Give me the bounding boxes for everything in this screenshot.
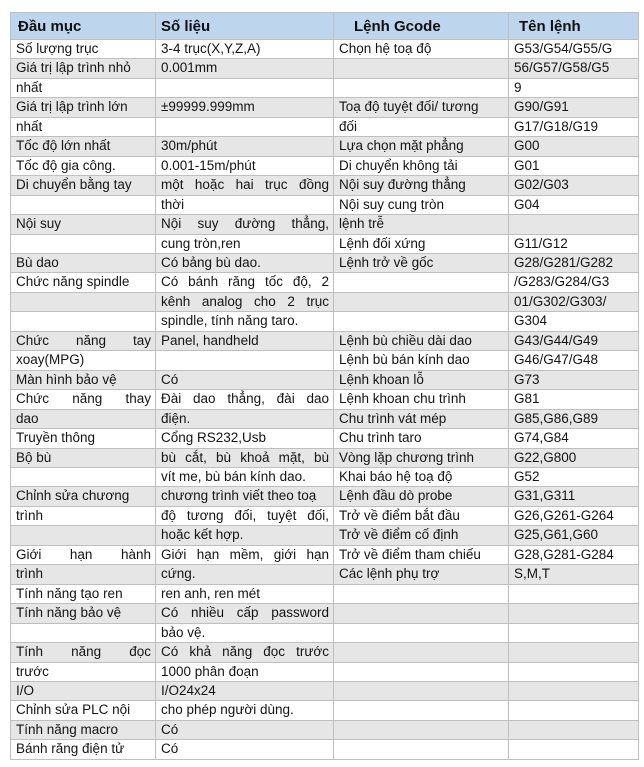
table-cell: G46/G47/G48: [509, 351, 639, 370]
table-cell: Giá trị lập trình nhỏ: [11, 59, 156, 78]
table-cell: dao: [11, 409, 156, 428]
table-cell: đối: [334, 117, 509, 136]
table-cell: ren anh, ren mét: [156, 584, 334, 603]
table-cell: [509, 215, 639, 234]
table-cell: chương trình viết theo toạ: [156, 487, 334, 506]
table-cell: Di chuyển không tải: [334, 156, 509, 175]
table-cell: độ tương đối, tuyệt đối,: [156, 506, 334, 525]
table-cell: trước: [11, 662, 156, 681]
table-cell: 3-4 trục(X,Y,Z,A): [156, 40, 334, 59]
table-header-row: [11, 13, 639, 40]
table-row: [11, 409, 639, 428]
table-cell: Tính năng đọc: [11, 643, 156, 662]
table-cell: I/O: [11, 681, 156, 700]
table-cell: Tính năng tạo ren: [11, 584, 156, 603]
table-cell: [11, 526, 156, 545]
table-row: [11, 584, 639, 603]
table-cell: Chỉnh sửa PLC nội: [11, 701, 156, 720]
table-cell: [156, 351, 334, 370]
table-cell: G17/G18/G19: [509, 117, 639, 136]
table-row: [11, 234, 639, 253]
table-cell: 01/G302/G303/: [509, 292, 639, 311]
table-cell: [334, 720, 509, 739]
table-cell: Bộ bù: [11, 448, 156, 467]
table-cell: Chu trình taro: [334, 429, 509, 448]
table-cell: Giới hạn hành: [11, 545, 156, 564]
table-cell: G28/G281/G282: [509, 253, 639, 272]
table-cell: [509, 720, 639, 739]
table-cell: Có nhiều cấp password: [156, 604, 334, 623]
table-cell: Giá trị lập trình lớn: [11, 98, 156, 117]
table-cell: lệnh trễ: [334, 215, 509, 234]
table-cell: Chỉnh sửa chương: [11, 487, 156, 506]
table-cell: [509, 662, 639, 681]
table-cell: ±99999.999mm: [156, 98, 334, 117]
table-cell: Chức năng thay: [11, 390, 156, 409]
table-cell: Vòng lặp chương trình: [334, 448, 509, 467]
table-cell: trình: [11, 565, 156, 584]
table-cell: G22,G800: [509, 448, 639, 467]
table-cell: [509, 643, 639, 662]
table-cell: Có khả năng đọc trước: [156, 643, 334, 662]
table-cell: bù cắt, bù khoả mặt, bù: [156, 448, 334, 467]
table-cell: bảo vệ.: [156, 623, 334, 642]
table-row: [11, 215, 639, 234]
table-cell: Chức năng spindle: [11, 273, 156, 292]
table-row: [11, 390, 639, 409]
table-cell: [509, 584, 639, 603]
table-cell: Trở về điểm tham chiếu: [334, 545, 509, 564]
table-row: [11, 429, 639, 448]
table-row: [11, 195, 639, 214]
table-row: [11, 273, 639, 292]
table-cell: [11, 292, 156, 311]
table-cell: [334, 662, 509, 681]
table-cell: Di chuyển bằng tay: [11, 176, 156, 195]
table-cell: 56/G57/G58/G5: [509, 59, 639, 78]
table-cell: [509, 681, 639, 700]
table-cell: /G283/G284/G3: [509, 273, 639, 292]
table-cell: 0.001-15m/phút: [156, 156, 334, 175]
table-cell: [11, 312, 156, 331]
table-cell: [334, 604, 509, 623]
table-cell: [334, 292, 509, 311]
table-cell: Đài dao thẳng, đài dao: [156, 390, 334, 409]
table-cell: [334, 312, 509, 331]
table-row: [11, 623, 639, 642]
table-row: [11, 487, 639, 506]
table-cell: trình: [11, 506, 156, 525]
table-cell: Lệnh đối xứng: [334, 234, 509, 253]
table-cell: [11, 623, 156, 642]
table-row: [11, 740, 639, 759]
table-cell: [334, 59, 509, 78]
table-cell: G304: [509, 312, 639, 331]
table-cell: 0.001mm: [156, 59, 334, 78]
table-row: [11, 565, 639, 584]
table-cell: Nội suy đường thẳng,: [156, 215, 334, 234]
table-row: [11, 40, 639, 59]
table-cell: Có bảng bù dao.: [156, 253, 334, 272]
table-cell: điện.: [156, 409, 334, 428]
table-cell: hoặc kết hợp.: [156, 526, 334, 545]
table-cell: [156, 117, 334, 136]
table-cell: Có bánh răng tốc độ, 2: [156, 273, 334, 292]
table-cell: [334, 78, 509, 97]
table-cell: G01: [509, 156, 639, 175]
table-cell: S,M,T: [509, 565, 639, 584]
table-row: [11, 59, 639, 78]
table-cell: Màn hình bảo vệ: [11, 370, 156, 389]
table-cell: G26,G261-G264: [509, 506, 639, 525]
table-cell: Lệnh bù bán kính dao: [334, 351, 509, 370]
table-cell: Lệnh khoan chu trình: [334, 390, 509, 409]
table-row: [11, 467, 639, 486]
table-cell: kênh analog cho 2 trục: [156, 292, 334, 311]
table-cell: [509, 740, 639, 759]
table-cell: Lệnh khoan lỗ: [334, 370, 509, 389]
table-cell: Truyền thông: [11, 429, 156, 448]
table-row: [11, 506, 639, 525]
table-cell: cho phép người dùng.: [156, 701, 334, 720]
table-row: [11, 448, 639, 467]
table-cell: [334, 623, 509, 642]
table-cell: Các lệnh phụ trợ: [334, 565, 509, 584]
table-row: [11, 137, 639, 156]
table-cell: Số lượng trục: [11, 40, 156, 59]
table-row: [11, 662, 639, 681]
table-cell: Lệnh đầu dò probe: [334, 487, 509, 506]
table-cell: Lệnh trở về gốc: [334, 253, 509, 272]
table-row: [11, 156, 639, 175]
table-cell: Tốc độ lớn nhất: [11, 137, 156, 156]
table-cell: [334, 740, 509, 759]
table-cell: [334, 584, 509, 603]
table-cell: [11, 234, 156, 253]
table-cell: [334, 643, 509, 662]
table-row: [11, 78, 639, 97]
table-row: [11, 176, 639, 195]
table-cell: 30m/phút: [156, 137, 334, 156]
table-row: [11, 331, 639, 350]
table-cell: Tính năng macro: [11, 720, 156, 739]
table-cell: Lựa chọn mặt phẳng: [334, 137, 509, 156]
table-cell: G31,G311: [509, 487, 639, 506]
table-cell: Nội suy đường thẳng: [334, 176, 509, 195]
table-cell: Có: [156, 720, 334, 739]
table-cell: Có: [156, 370, 334, 389]
table-cell: G11/G12: [509, 234, 639, 253]
table-cell: [334, 681, 509, 700]
spec-table-body: [11, 40, 639, 760]
table-cell: I/O24x24: [156, 681, 334, 700]
table-cell: Tính năng bảo vệ: [11, 604, 156, 623]
table-cell: Bù dao: [11, 253, 156, 272]
column-header-ten-lenh: Tên lệnh: [509, 13, 639, 40]
spec-table: [10, 12, 639, 760]
table-cell: Chọn hệ toạ độ: [334, 40, 509, 59]
table-row: [11, 604, 639, 623]
table-cell: G90/G91: [509, 98, 639, 117]
table-cell: [509, 623, 639, 642]
table-row: [11, 312, 639, 331]
table-cell: spindle, tính năng taro.: [156, 312, 334, 331]
table-row: [11, 643, 639, 662]
table-cell: Chu trình vát mép: [334, 409, 509, 428]
column-header-dau-muc: Đầu mục: [11, 13, 156, 40]
table-cell: [509, 604, 639, 623]
table-cell: G04: [509, 195, 639, 214]
table-cell: Khai báo hệ toạ độ: [334, 467, 509, 486]
table-row: [11, 370, 639, 389]
table-cell: Lệnh bù chiều dài dao: [334, 331, 509, 350]
table-row: [11, 526, 639, 545]
table-row: [11, 253, 639, 272]
table-cell: cung tròn,ren: [156, 234, 334, 253]
table-cell: [156, 78, 334, 97]
table-cell: [11, 195, 156, 214]
table-cell: Có: [156, 740, 334, 759]
table-cell: Toạ độ tuyệt đối/ tương: [334, 98, 509, 117]
column-header-so-lieu: Số liệu: [156, 13, 334, 40]
table-cell: 9: [509, 78, 639, 97]
table-row: [11, 681, 639, 700]
table-row: [11, 98, 639, 117]
table-cell: Chức năng tay: [11, 331, 156, 350]
table-cell: G25,G61,G60: [509, 526, 639, 545]
column-header-lenh-gcode: Lệnh Gcode: [334, 13, 509, 40]
table-row: [11, 545, 639, 564]
table-cell: 1000 phân đoạn: [156, 662, 334, 681]
table-cell: Trở về điểm cố định: [334, 526, 509, 545]
table-cell: [334, 273, 509, 292]
table-row: [11, 701, 639, 720]
table-cell: G02/G03: [509, 176, 639, 195]
table-row: [11, 117, 639, 136]
table-cell: xoay(MPG): [11, 351, 156, 370]
table-cell: [11, 467, 156, 486]
table-cell: Nội suy cung tròn: [334, 195, 509, 214]
table-cell: nhất: [11, 117, 156, 136]
table-cell: [334, 701, 509, 720]
table-cell: G81: [509, 390, 639, 409]
table-cell: thời: [156, 195, 334, 214]
table-cell: G53/G54/G55/G: [509, 40, 639, 59]
table-cell: Nội suy: [11, 215, 156, 234]
table-cell: Bánh răng điện tử: [11, 740, 156, 759]
table-cell: vít me, bù bán kính dao.: [156, 467, 334, 486]
table-cell: G28,G281-G284: [509, 545, 639, 564]
table-cell: Giới hạn mềm, giới hạn: [156, 545, 334, 564]
table-cell: G52: [509, 467, 639, 486]
table-cell: cứng.: [156, 565, 334, 584]
table-cell: một hoặc hai trục đồng: [156, 176, 334, 195]
table-row: [11, 292, 639, 311]
table-row: [11, 351, 639, 370]
table-cell: G73: [509, 370, 639, 389]
table-cell: Trở về điểm bắt đầu: [334, 506, 509, 525]
table-cell: nhất: [11, 78, 156, 97]
table-cell: Panel, handheld: [156, 331, 334, 350]
table-row: [11, 720, 639, 739]
table-cell: Cổng RS232,Usb: [156, 429, 334, 448]
table-cell: G00: [509, 137, 639, 156]
table-cell: G43/G44/G49: [509, 331, 639, 350]
table-cell: [509, 701, 639, 720]
table-cell: Tốc độ gia công.: [11, 156, 156, 175]
table-cell: G85,G86,G89: [509, 409, 639, 428]
table-cell: G74,G84: [509, 429, 639, 448]
